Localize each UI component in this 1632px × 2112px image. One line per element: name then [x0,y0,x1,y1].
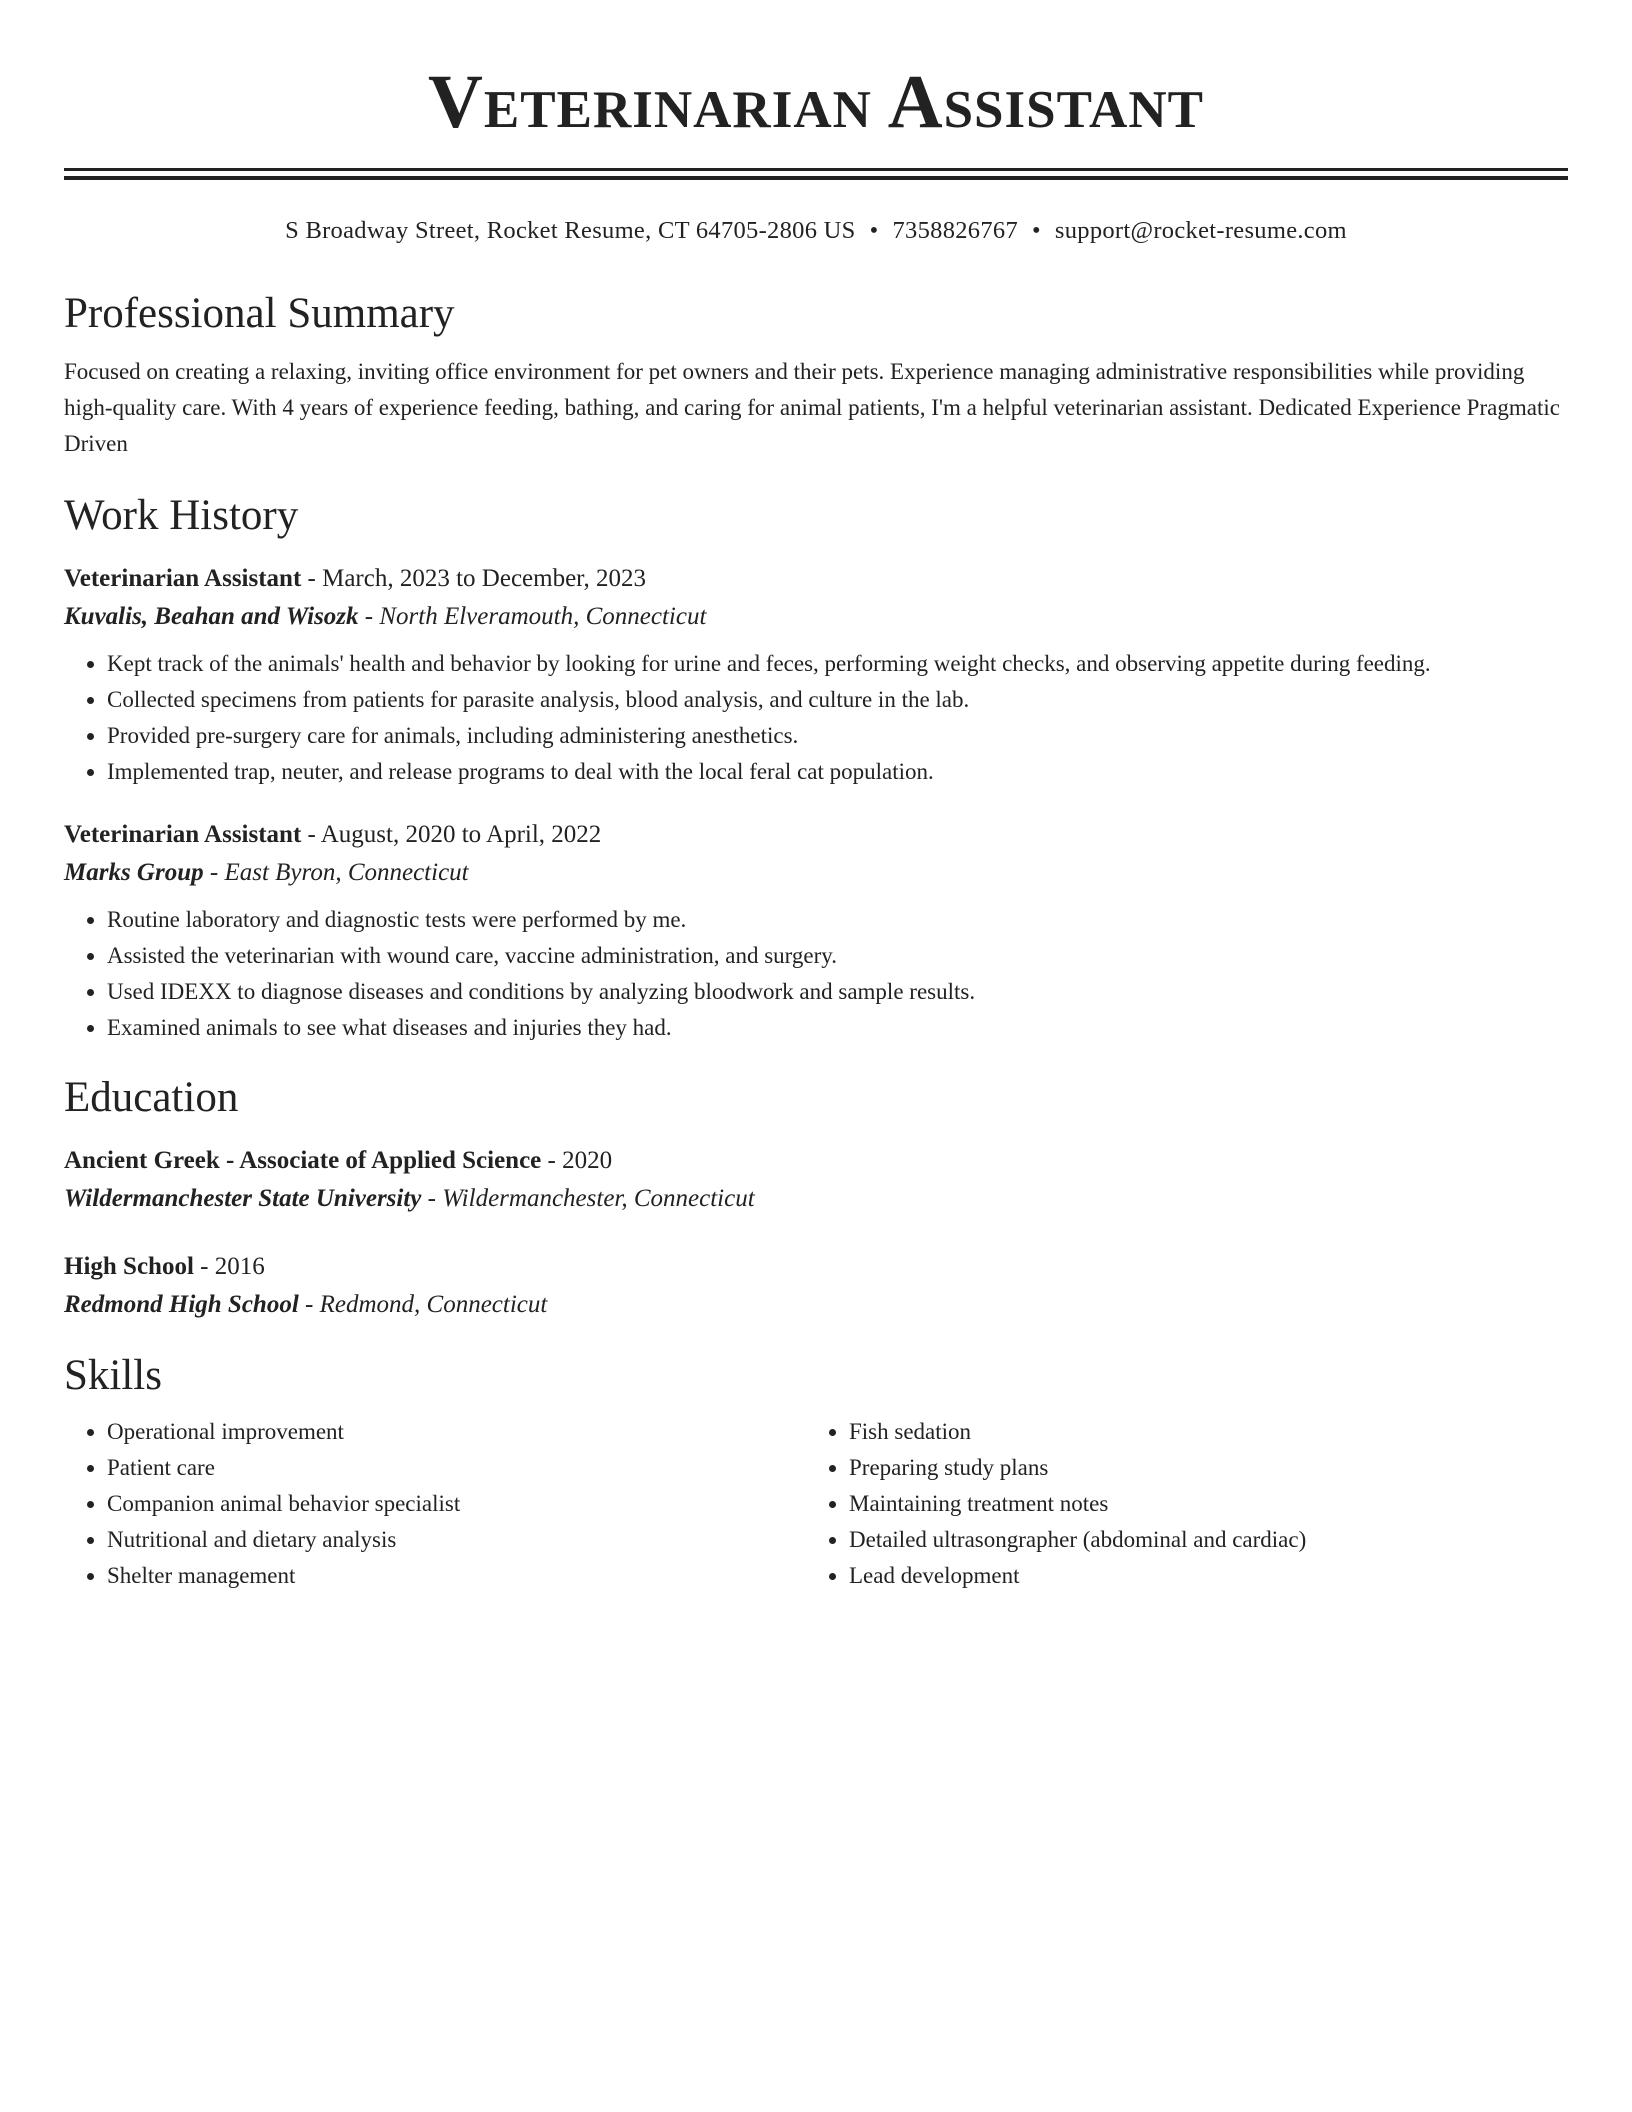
job-bullet: • Assisted the veterinarian with wound care, vaccine administration, and surgery. [107,938,1568,974]
skill-item: • Patient care [107,1450,806,1486]
education-heading: Education [64,1074,239,1121]
education-location: Wildermanchester, Connecticut [442,1185,755,1212]
job-company: Marks Group [64,859,204,886]
contact-separator: • [1032,217,1041,244]
job-dates: March, 2023 to December, 2023 [322,565,647,592]
skill-item: • Detailed ultrasongrapher (abdominal and cardiac) [849,1522,1548,1558]
job-company: Kuvalis, Beahan and Wisozk [64,603,359,630]
dash: - [307,565,316,592]
education-school-line [64,1286,1568,1324]
job-bullet: • Examined animals to see what diseases and injuries they had. [107,1010,1568,1046]
education-degree: High School [64,1253,194,1280]
dash: - [209,859,219,886]
skill-item: • Shelter management [107,1558,806,1594]
job-bullet: • Implemented trap, neuter, and release programs to deal with the local feral cat population. [107,754,1568,790]
job-bullet: • Provided pre-surgery care for animals, including administering anesthetics. [107,718,1568,754]
education-year: 2020 [562,1147,613,1174]
education-location: Redmond, Connecticut [319,1291,548,1318]
dash: - [364,603,374,630]
skill-item: • Maintaining treatment notes [849,1486,1548,1522]
education-school-line [64,1180,1568,1218]
job-bullet: • Collected specimens from patients for parasite analysis, blood analysis, and culture in the lab. [107,682,1568,718]
job-company-line [64,854,1568,892]
work-history-heading: Work History [64,492,299,539]
skill-item: • Operational improvement [107,1414,806,1450]
title-rule-thick [64,176,1568,180]
title-rule-thin [64,168,1568,171]
contact-email: support@rocket-resume.com [1054,217,1347,244]
skill-item: • Fish sedation [849,1414,1548,1450]
job-bullet-list [64,646,1568,790]
job-bullet: • Routine laboratory and diagnostic tests were performed by me. [107,902,1568,938]
job-title: Veterinarian Assistant [64,821,302,848]
skills-list-left [64,1414,806,1594]
dash: - [200,1253,209,1280]
skill-item: • Lead development [849,1558,1548,1594]
contact-address: S Broadway Street, Rocket Resume, CT 64705-2806 US [285,217,856,244]
education-degree: Ancient Greek - Associate of Applied Science [64,1147,542,1174]
contact-phone: 7358826767 [892,217,1018,244]
job-bullet: • Used IDEXX to diagnose diseases and conditions by analyzing bloodwork and sample results. [107,974,1568,1010]
contact-separator: • [869,217,879,244]
skills-columns [64,1414,1568,1594]
skills-heading: Skills [64,1352,162,1399]
contact-line [64,216,1568,246]
education-year: 2016 [214,1253,265,1280]
job-location: East Byron, Connecticut [224,859,469,886]
skill-item: • Nutritional and dietary analysis [107,1522,806,1558]
job-dates: August, 2020 to April, 2022 [320,821,602,848]
job-title-line [64,560,1568,598]
skill-item: • Preparing study plans [849,1450,1548,1486]
skill-item: • Companion animal behavior specialist [107,1486,806,1522]
dash: - [427,1185,436,1212]
job-location: North Elveramouth, Connecticut [379,603,707,630]
job-title: Veterinarian Assistant [64,565,302,592]
job-bullet: • Kept track of the animals' health and behavior by looking for urine and feces, performing weight checks, and observing appetite during feeding. [107,646,1568,682]
summary-text: Focused on creating a relaxing, inviting office environment for pet owners and their pets. Experience managing administrative responsibilities while providing high-quality care. With 4 years of experience feeding, bathing, and caring for animal patients, I'm a helpful veterinarian assistant. Dedicated Experience Pragmatic Driven [64,359,1560,456]
education-school: Wildermanchester State University [64,1185,422,1212]
education-school: Redmond High School [64,1291,299,1318]
education-degree-line [64,1248,1568,1286]
job-bullet-list [64,902,1568,1046]
job-company-line [64,598,1568,636]
job-title-line [64,816,1568,854]
skills-list-right [806,1414,1548,1594]
resume-title: Veterinarian Assistant [428,60,1204,144]
dash: - [305,1291,314,1318]
dash: - [547,1147,556,1174]
education-degree-line [64,1142,1568,1180]
dash: - [307,821,316,848]
summary-heading: Professional Summary [64,290,455,337]
